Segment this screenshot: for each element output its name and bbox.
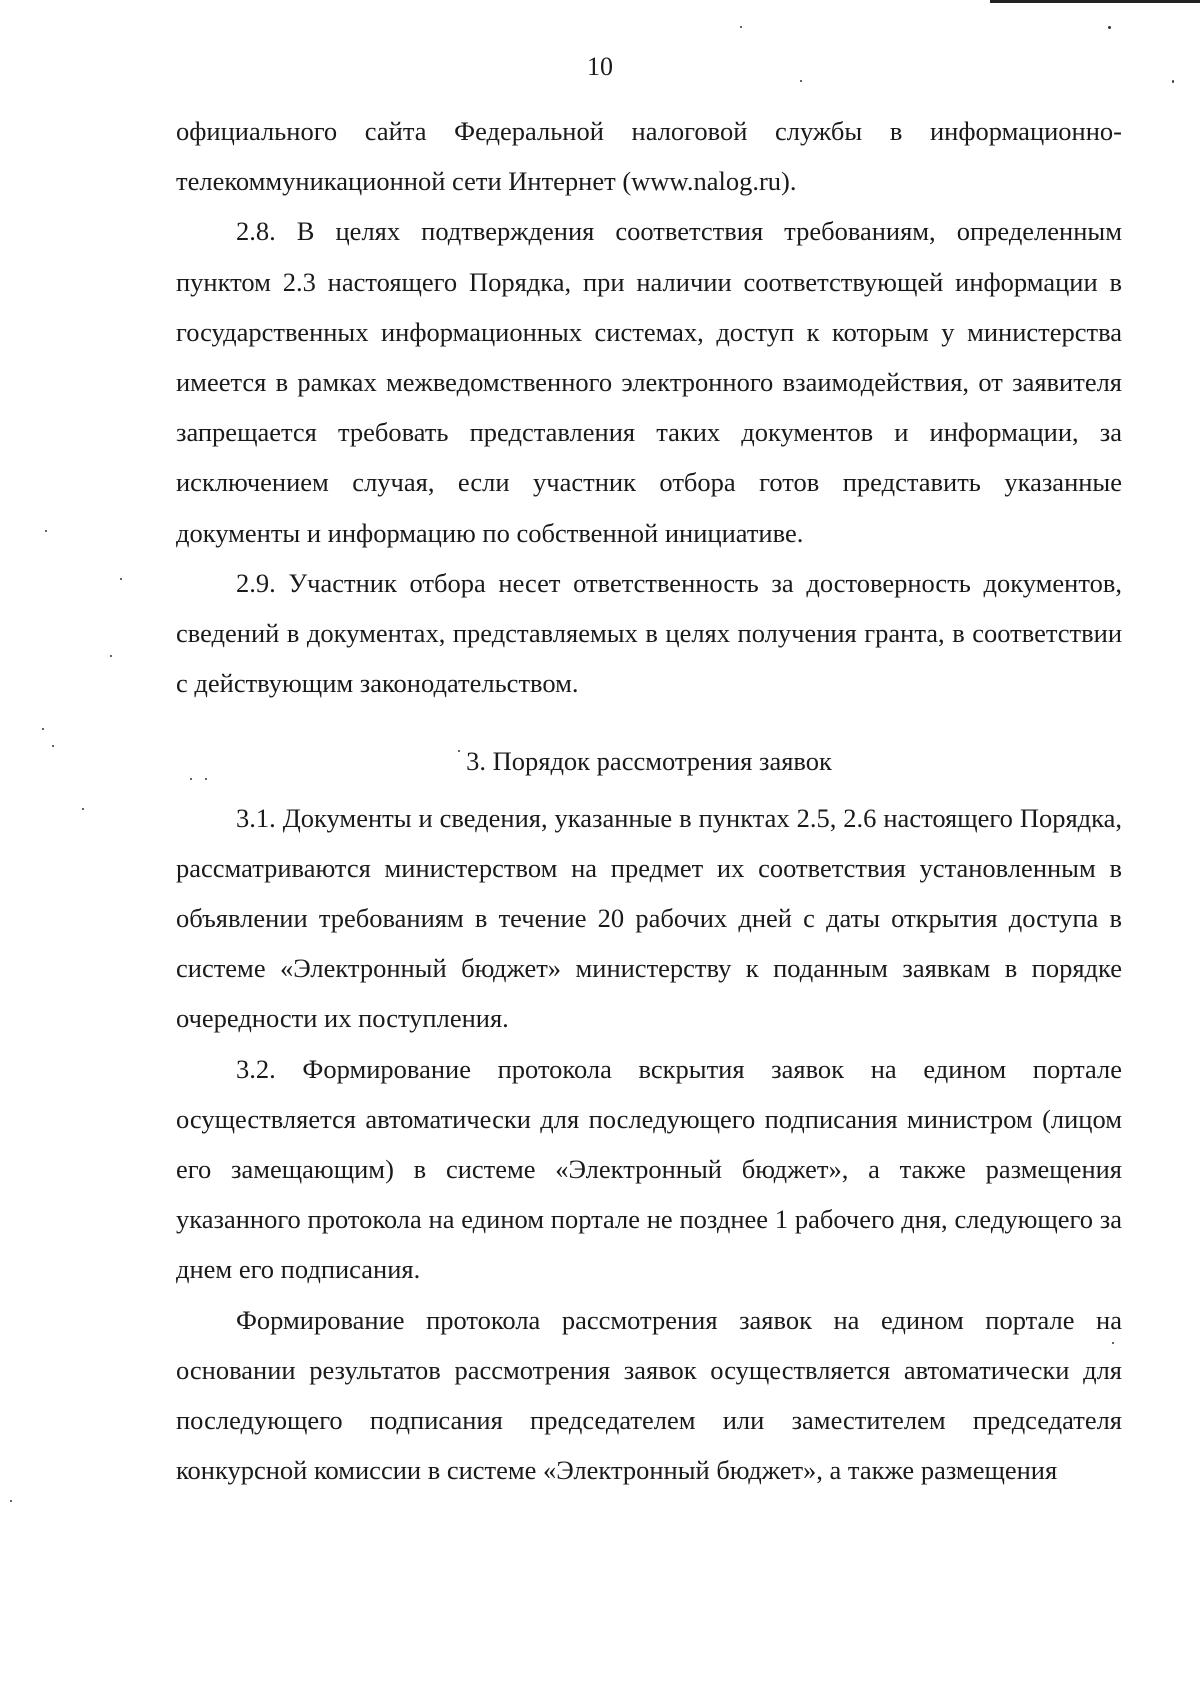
paragraph-continuation: официального сайта Федеральной налоговой службы в информационно-телекоммуникационной сети Интернет (www.nalog.ru). (176, 116, 1122, 197)
page-number: 10 (587, 52, 613, 81)
scan-speck (740, 26, 742, 28)
scan-speck (1112, 1342, 1114, 1344)
scan-speck (1108, 26, 1111, 29)
scan-speck (800, 80, 802, 82)
paragraph-2-9: 2.9. Участник отбора несет ответственность за достоверность документов, сведений в документах, представляемых в целях получения гранта, в соответствии с действующим законодательством. (176, 567, 1122, 699)
document-body (176, 106, 1122, 1495)
scan-speck (110, 655, 112, 657)
scan-speck (45, 530, 47, 532)
paragraph-3-1: 3.1. Документы и сведения, указанные в пунктах 2.5, 2.6 настоящего Порядка, рассматриваются министерством на предмет их соответствия установленным в объявлении требованиям в течение 20 рабочих дней с даты открытия доступа в системе «Электронный бюджет» министерству к поданным заявкам в порядке очередности их поступления. (176, 802, 1122, 1034)
paragraph-3-2: 3.2. Формирование протокола вскрытия заявок на едином портале осуществляется автоматически для последующего подписания министром (лицом его замещающим) в системе «Электронный бюджет», а также размещения указанного протокола на едином портале не позднее 1 рабочего дня, следующего за днем его подписания. (176, 1053, 1122, 1285)
scan-speck (190, 778, 192, 780)
scan-edge-line (990, 0, 1200, 3)
scan-speck (205, 778, 207, 780)
scan-speck (82, 808, 84, 810)
scan-speck (1172, 80, 1174, 83)
paragraph-3-2-continued: Формирование протокола рассмотрения заявок на едином портале на основании результатов рассмотрения заявок осуществляется автоматически для последующего подписания председателем или заместителем председателя конкурсной комиссии в системе «Электронный бюджет», а также размещения (176, 1304, 1122, 1486)
scan-speck (10, 1500, 12, 1502)
section-3-heading: 3. Порядок рассмотрения заявок (466, 746, 832, 777)
paragraph-2-8: 2.8. В целях подтверждения соответствия требованиям, определенным пунктом 2.3 настоящего Порядка, при наличии соответствующей информации в государственных информационных системах, доступ к которым у министерства имеется в рамках межведомственного электронного взаимодействия, от заявителя запрещается требовать представления таких документов и информации, за исключением случая, если участник отбора готов представить указанные документы и информацию по собственной инициативе. (176, 216, 1122, 548)
scan-speck (120, 578, 122, 580)
scan-speck (42, 728, 44, 730)
scan-speck (52, 745, 54, 747)
scan-speck (458, 750, 460, 752)
